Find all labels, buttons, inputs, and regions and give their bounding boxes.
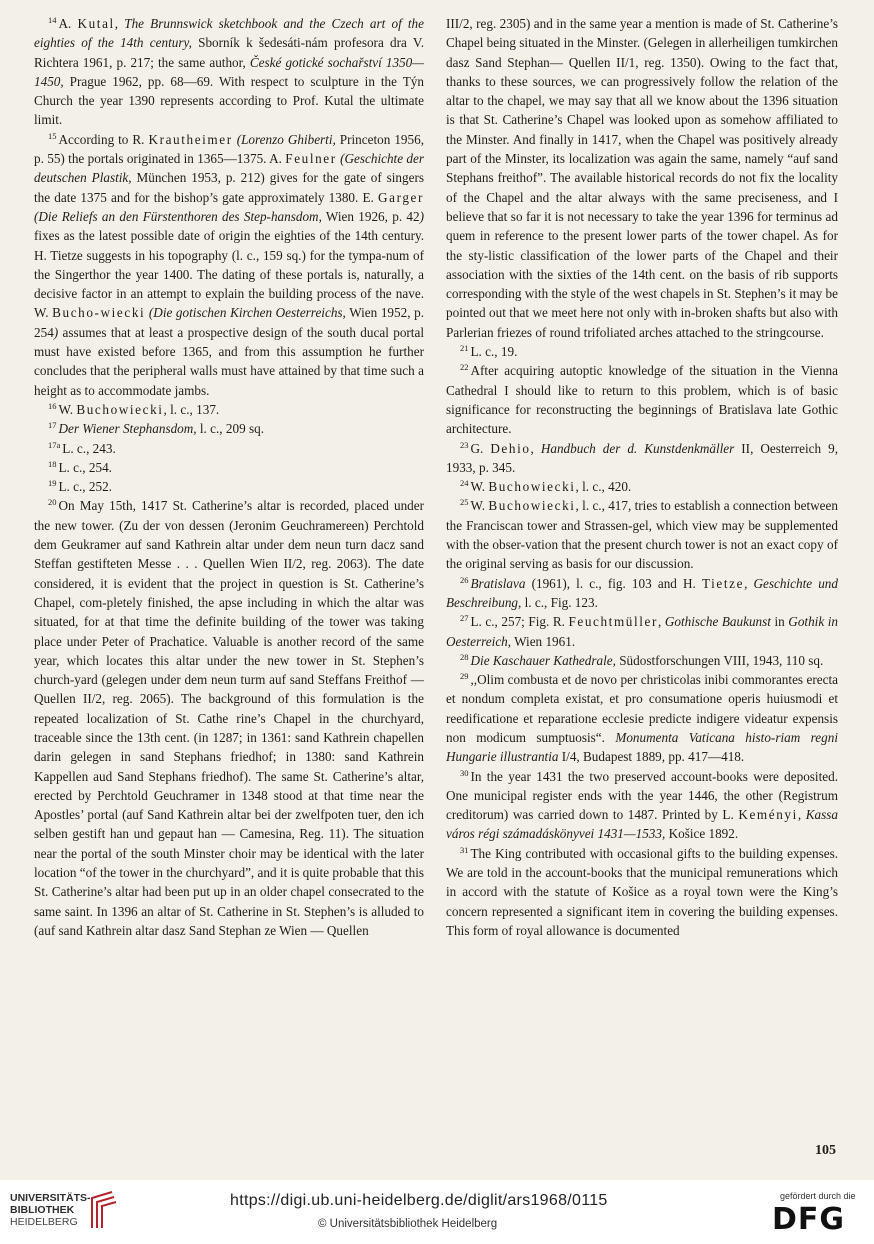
library-emblem-icon <box>88 1188 118 1234</box>
footnote-20-continued: III/2, reg. 2305) and in the same year a mention is made of St. Catherine’s Chapel being situated in the Minster. (Gelegen in allerheiligen tumkirchen dasz Sand Stephan— Quellen II/1, reg. 1350). Owing to the fact that, thanks to these sources, we can progressively follow the relation of the altar to the chapel, we may say that all we know about the 1396 situation is that St. Catherine’s Chapel was looked upon as somehow affiliated to the Minster. And finally in 1417, when the Chapel was positively already part of the Minster, its localization was again the same, namely “auf sand Stephans freithof”. The available historical records do not fix the locality of the Chapel and the altar always with the same preciseness, and I believe that so far it is not necessary to take the year 1396 for terminus ad quem in reference to the present lower parts of the tower chapel. As for the sty-listic classification of the lower parts of the Chapel and their association with the sixties of the 14th cent. on the basis of rib supports corresponding with the style of the west chapels in St. Stephen’s it may be pointed out that we meet here not only with in-broken shafts but also with Parlerian friezes of round trifoliated arches attached to the stringcourse. <box>446 16 838 340</box>
footnote-17a: $^{17a}$ L. c., 243. <box>48 439 116 456</box>
page-number: 105 <box>815 1143 836 1158</box>
footnote-26: $^{26}$ Bratislava (1961), l. c., fig. 103 and H. Tietze, Geschichte und Beschreibung, l. c., Fig. 123. <box>446 574 838 610</box>
library-name-line2: BIBLIOTHEK <box>10 1204 75 1216</box>
footnote-21: $^{21}$ L. c., 19. <box>460 343 518 360</box>
footnote-19: $^{19}$ L. c., 252. <box>48 478 112 495</box>
footnote-30: $^{30}$ In the year 1431 the two preserved account-books were deposited. One municipal register ends with the year 1446, the other (Registrum creditorum) was carried down to 1487. Printed by L. Keményi, Kassa város régi számadáskönyvei 1431—1533, Košice 1892. <box>446 767 839 842</box>
footnote-15: $^{15}$ According to R. Krautheimer (Lorenzo Ghiberti, Princeton 1956, p. 55) the portals originated in 1365—1375. A. Feulner (Geschichte der deutschen Plastik, München 1953, p. 212) gives for the gate of singers the date 1375 and for the bishop’s gate approximately 1380. E. Garger (Die Reliefs an den Fürstenthoren des Step-hansdom, Wien 1926, p. 42) fixes as the latest possible date of origin the eighties of the 14th century. H. Tietze suggests in his topography (l. c., 159 sq.) for the tympa-num of the Singerthor the year 1400. The dating of these portals is, naturally, a decisive factor in an attempt to explain the building process of the nave. W. Bucho-wiecki (Die gotischen Kirchen Oesterreichs, Wien 1952, p. 254) assumes that at least a prospective design of the south ducal portal must have existed before 1365, and from this assumption he further concludes that the peripheral walls must have attained by that time such a height as to accommodate jambs. <box>34 130 424 398</box>
copyright-notice: © Universitätsbibliothek Heidelberg <box>318 1218 498 1230</box>
left-column <box>34 14 424 940</box>
library-logo-text[interactable] <box>10 1192 91 1228</box>
footnote-27: $^{27}$ L. c., 257; Fig. R. Feuchtmüller, Gothische Baukunst in Gothik in Oesterreich, Wien 1961. <box>446 613 838 649</box>
footnote-29: $^{29}$ ,,Olim combusta et de novo per christicolas inibi commorantes erecta et nondum completa existat, et pro consumatione operis huiusmodi et reedificatione et reparatione ecclesie predicte indigere videatur expensis non modicum sumptuosis“. Monumenta Vaticana histo-riam regni Hungarie illustrantia I/4, Budapest 1889, pp. 417—418. <box>446 671 838 765</box>
footnote-22: $^{22}$ After acquiring autoptic knowledge of the situation in the Vienna Cathedral I should like to return to this problem, which is of basic significance for reconstructing the beginnings of Bratislava late Gothic architecture. <box>446 362 838 437</box>
funded-by-label: gefördert durch die <box>780 1191 856 1201</box>
footnote-25: $^{25}$ W. Buchowiecki, l. c., 417, tries to establish a connection between the Franciscan tower and Strassen-gel, which view may be supplemented with the obser-vation that the present church tower is not an exact copy of the original serving as basis for our discussion. <box>446 497 838 572</box>
footnote-16: $^{16}$ W. Buchowiecki, l. c., 137. <box>48 400 220 417</box>
footnote-31: $^{31}$ The King contributed with occasional gifts to the building expenses. We are told in the account-books that the municipal remunerations which in accord with the statute of Košice as a royal town were the King’s concern represented a significant item in covering the building expenses. This form of royal allowance is documented <box>446 844 838 938</box>
footnote-17: $^{17}$ Der Wiener Stephansdom, l. c., 209 sq. <box>48 420 264 437</box>
library-name-line1: UNIVERSITÄTS- <box>10 1192 91 1204</box>
dfg-logo[interactable]: DFG <box>772 1202 846 1237</box>
footnote-28: $^{28}$ Die Kaschauer Kathedrale, Südostforschungen VIII, 1943, 110 sq. <box>460 651 824 668</box>
footnote-24: $^{24}$ W. Buchowiecki, l. c., 420. <box>460 478 632 495</box>
footnote-18: $^{18}$ L. c., 254. <box>48 458 112 475</box>
footnote-14: $^{14}$ A. Kutal, The Brunnswick sketchbook and the Czech art of the eighties of the 14th century, Sborník k šedesáti-nám profesora dra V. Richtera 1961, p. 217; the same author, České gotické sochařství 1350—1450, Prague 1962, pp. 68—69. With respect to sculpture in the Týn Church the year 1390 represents according to Prof. Kutal the ultimate limit. <box>34 15 424 128</box>
right-column <box>446 14 838 940</box>
footer-bar <box>0 1180 874 1244</box>
library-name-line3: HEIDELBERG <box>10 1216 78 1228</box>
footnote-23: $^{23}$ G. Dehio, Handbuch der d. Kunstdenkmäller II, Oesterreich 9, 1933, p. 345. <box>446 439 838 475</box>
footnote-20: $^{20}$ On May 15th, 1417 St. Catherine’s altar is recorded, placed under the new tower. (Zu der von dessen (Jeronim Geuchramereen) Perchtold dem Geukramer auf sand Kathrein altar under dem neun turn dacz sand Steffan gestifteten Messe . . . Quellen Wien II/2, reg. 2063). The date considered, it is evident that the project in question is St. Catherine’s Chapel, com-pletely finished, the apse including in which the altar was situated, for at that time the definite building of the tower was taking place under Peter of Prachatice. Valuable is another record of the same year, which locates this altar under the new tower in St. Stephen’s church-yard (gelegen under dem neun turm auf sand Steffans Freithof — Quellen II/2, reg. 2065). The background of this formulation is the repeated localization of St. Cathe rine’s Chapel in the churchyard, traceable since the 13th cent. (in 1287; in 1361: sand Kathrein chapellen darin gelegen in sand Stephans friedhof; in 1380: sand Kathrein Kappellen aud Sand Stephans friedhof). The same St. Catherine’s altar, erected by Perchtold Geuchramer in 1348 stood at that time near the Apostles’ portal (auf Sand Kathrein altar bei der zwelfpoten tuer, den ich selben gestift han und gepaut han — Camesina, Reg. 11). The situation near the portal of the south Minster choir may be identical with the later location “of the tower in the churchyard”, and it is quite probable that this St. Catherine’s altar had been put up in an older chapel consecrated to the same saint. In 1396 an altar of St. Catherine in St. Stephen’s is alluded to (auf sand Kathrein altar dasz Sand Stephan ze Wien — Quellen <box>34 497 424 938</box>
permalink-url[interactable]: https://digi.ub.uni-heidelberg.de/diglit/ars1968/0115 <box>230 1192 608 1209</box>
